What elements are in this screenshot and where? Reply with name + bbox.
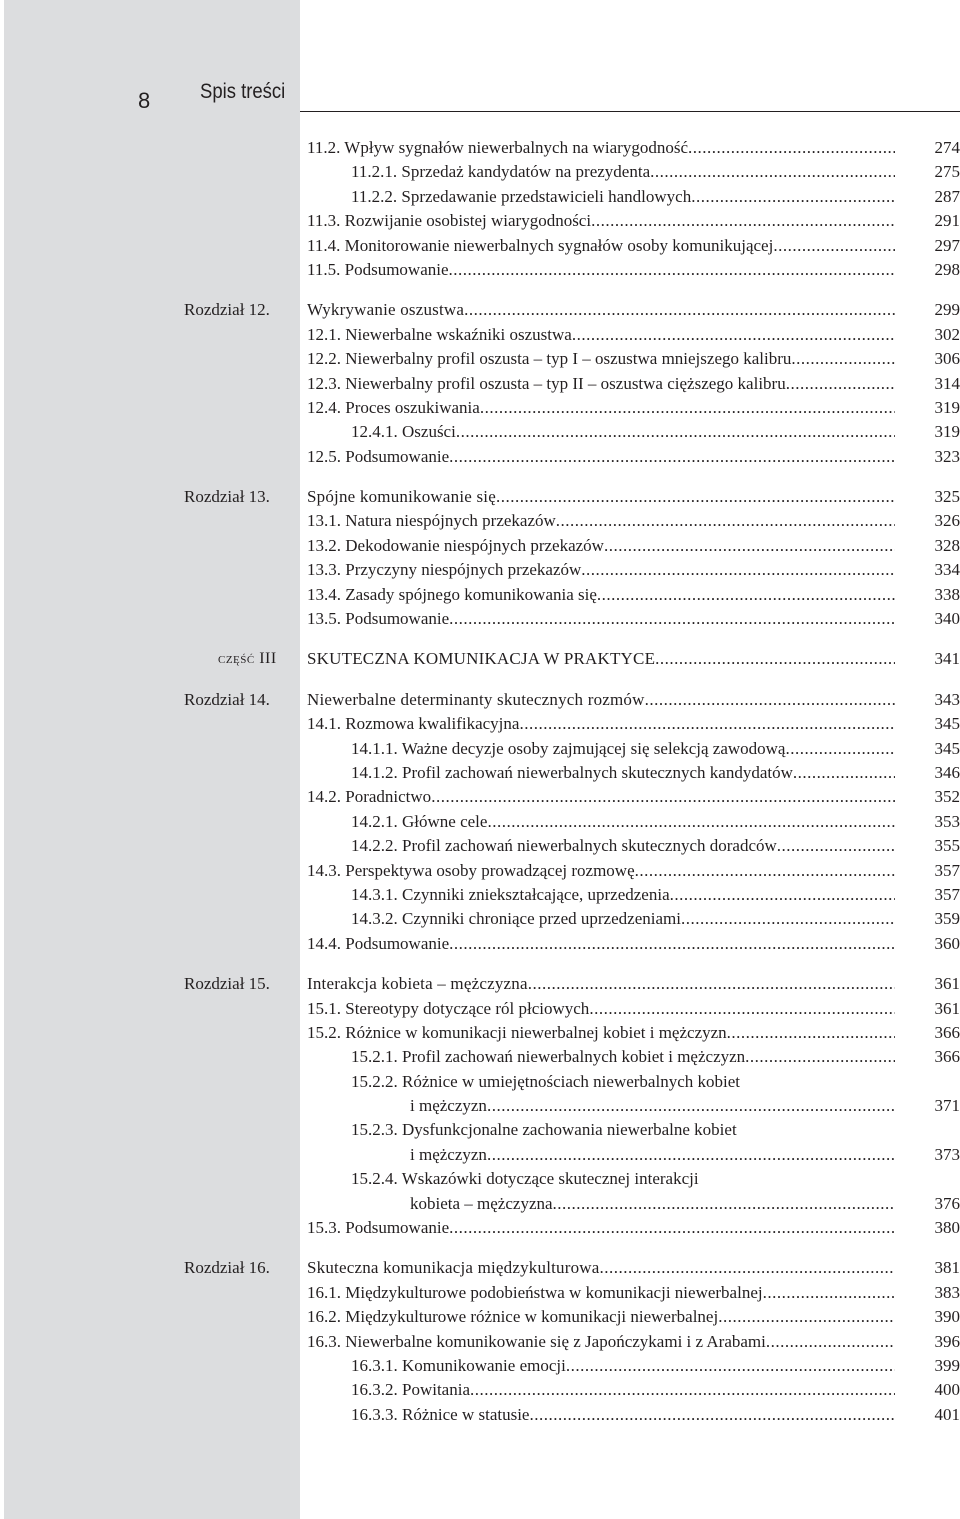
toc-row <box>0 1378 960 1402</box>
part-label: część III <box>218 650 277 668</box>
page-ref: 352 <box>934 787 960 807</box>
page-ref: 274 <box>934 138 960 157</box>
section-title <box>307 209 895 233</box>
toc-row <box>0 298 960 322</box>
entry-text: 14.3.2. Czynniki chroniące przed uprzedzeniami <box>351 909 681 929</box>
page-ref: 366 <box>934 1022 960 1042</box>
section-title <box>351 1354 895 1378</box>
entry-text: 13.2. Dekodowanie niespójnych przekazów <box>307 535 604 555</box>
section-title <box>307 785 895 809</box>
entry-text: 16.2. Międzykulturowe różnice w komunikacji niewerbalnej <box>307 1307 719 1327</box>
page-ref: 400 <box>934 1380 960 1400</box>
entry-text: 11.2. Wpływ sygnałów niewerbalnych na wiarygodność <box>307 138 688 157</box>
toc-row <box>0 810 960 834</box>
entry-text: 13.4. Zasady spójnego komunikowania się <box>307 584 597 604</box>
entry-text: 15.2.3. Dysfunkcjonalne zachowania niewerbalne kobiet <box>351 1120 737 1140</box>
section-title <box>307 1330 895 1354</box>
toc-row <box>0 834 960 858</box>
section-title <box>351 737 895 761</box>
entry-text: 14.3. Perspektywa osoby prowadzącej rozmowę <box>307 860 635 880</box>
section-title <box>307 712 895 736</box>
section-title <box>351 907 895 931</box>
entry-text: i mężczyzn <box>410 1144 487 1164</box>
toc-row <box>0 534 960 558</box>
chapter-title <box>307 688 895 712</box>
page-ref: 275 <box>934 162 960 182</box>
section-title <box>351 1403 895 1427</box>
section-title <box>351 1070 895 1094</box>
page-ref: 319 <box>934 397 960 417</box>
toc-row <box>0 1281 960 1305</box>
toc-row <box>0 1216 960 1240</box>
toc-row <box>0 1256 960 1280</box>
page-ref: 380 <box>934 1218 960 1238</box>
toc-row <box>0 1118 960 1142</box>
entry-text: 14.3.1. Czynniki zniekształcające, uprzedzenia <box>351 884 670 904</box>
toc-row <box>0 1403 960 1427</box>
entry-text: 12.3. Niewerbalny profil oszusta – typ II – oszustwa cięższego kalibru <box>307 373 786 393</box>
page-number: 8 <box>138 88 151 113</box>
toc-row <box>0 607 960 631</box>
section-title <box>307 583 895 607</box>
section-title <box>351 1045 895 1069</box>
toc-row <box>0 160 960 184</box>
section-title <box>307 607 895 631</box>
section-title <box>351 160 895 184</box>
page-ref: 338 <box>934 584 960 604</box>
chapter-label: Rozdział 16. <box>184 1258 270 1278</box>
header-rule <box>300 111 960 112</box>
page-ref: 340 <box>934 609 960 629</box>
entry-text: 16.3.3. Różnice w statusie <box>351 1404 530 1424</box>
page-ref: 291 <box>934 211 960 231</box>
toc-row <box>0 859 960 883</box>
entry-text: 16.3. Niewerbalne komunikowanie się z Japończykami i z Arabami <box>307 1331 766 1351</box>
page-ref: 366 <box>934 1047 960 1067</box>
entry-text: 13.3. Przyczyny niespójnych przekazów <box>307 560 582 580</box>
page-ref: 334 <box>934 560 960 580</box>
entry-text: 12.5. Podsumowanie <box>307 446 450 466</box>
entry-text: 16.1. Międzykulturowe podobieństwa w komunikacji niewerbalnej <box>307 1282 763 1302</box>
page-ref: 302 <box>934 324 960 344</box>
entry-text: 13.1. Natura niespójnych przekazów <box>307 511 556 531</box>
entry-text: 11.4. Monitorowanie niewerbalnych sygnałów osoby komunikującej <box>307 235 774 255</box>
section-title <box>307 509 895 533</box>
page-ref: 396 <box>934 1331 960 1351</box>
toc-row <box>0 396 960 420</box>
entry-text: 14.2.1. Główne cele <box>351 811 488 831</box>
entry-text: 12.4. Proces oszukiwania <box>307 397 480 417</box>
toc-row <box>0 1045 960 1069</box>
section-title <box>307 1216 895 1240</box>
entry-text: 14.1. Rozmowa kwalifikacyjna <box>307 714 520 734</box>
page-ref: 297 <box>934 235 960 255</box>
section-title <box>351 761 895 785</box>
chapter-title <box>307 298 895 322</box>
entry-text: 12.4.1. Oszuści <box>351 422 456 442</box>
toc-row <box>0 485 960 509</box>
toc-row <box>0 323 960 347</box>
page-ref: 357 <box>934 884 960 904</box>
toc-row <box>0 1070 960 1094</box>
entry-text: i mężczyzn <box>410 1096 487 1116</box>
section-title <box>307 558 895 582</box>
toc-row <box>0 1094 960 1118</box>
running-title: Spis treści <box>200 80 286 103</box>
entry-text: 11.5. Podsumowanie <box>307 259 449 279</box>
toc-row <box>0 1354 960 1378</box>
section-title <box>351 834 895 858</box>
page-ref: 328 <box>934 535 960 555</box>
section-title <box>307 1305 895 1329</box>
page-ref: 373 <box>934 1144 960 1164</box>
toc-row <box>0 785 960 809</box>
entry-text: 14.1.1. Ważne decyzje osoby zajmującej się selekcją zawodową <box>351 738 786 758</box>
entry-text: 12.2. Niewerbalny profil oszusta – typ I – oszustwa mniejszego kalibru <box>307 349 792 369</box>
section-title <box>307 534 895 558</box>
section-title <box>307 136 895 160</box>
chapter-title <box>307 1256 895 1280</box>
page-ref: 390 <box>934 1307 960 1327</box>
entry-text: Spójne komunikowanie się <box>307 487 496 507</box>
toc-row <box>0 234 960 258</box>
page-ref: 341 <box>934 649 960 669</box>
toc-row <box>0 209 960 233</box>
toc-row <box>0 347 960 371</box>
page-ref: 343 <box>934 689 960 709</box>
entry-text: 14.2. Poradnictwo <box>307 787 432 807</box>
entry-text: 15.2.1. Profil zachowań niewerbalnych kobiet i mężczyzn <box>351 1047 746 1067</box>
page-ref: 381 <box>934 1258 960 1278</box>
toc-row <box>0 972 960 996</box>
toc-row <box>0 647 960 671</box>
toc-row <box>0 445 960 469</box>
section-title <box>307 1281 895 1305</box>
entry-text: 14.2.2. Profil zachowań niewerbalnych skutecznych doradców <box>351 836 777 856</box>
page-ref: 319 <box>934 422 960 442</box>
page-ref: 383 <box>934 1282 960 1302</box>
entry-text: SKUTECZNA KOMUNIKACJA W PRAKTYCE <box>307 649 656 669</box>
toc-row <box>0 1192 960 1216</box>
section-title <box>351 420 895 444</box>
entry-text: Wykrywanie oszustwa <box>307 300 465 320</box>
page-ref: 360 <box>934 933 960 953</box>
section-title <box>351 883 895 907</box>
toc-row <box>0 372 960 396</box>
toc-row <box>0 258 960 282</box>
entry-text: 14.1.2. Profil zachowań niewerbalnych skutecznych kandydatów <box>351 762 793 782</box>
toc-row <box>0 712 960 736</box>
toc-row <box>0 688 960 712</box>
page-ref: 345 <box>934 714 960 734</box>
page-ref: 361 <box>934 974 960 994</box>
page-ref: 287 <box>934 186 960 206</box>
entry-text: 15.2.2. Różnice w umiejętnościach niewerbalnych kobiet <box>351 1071 740 1091</box>
entry-text: 11.2.1. Sprzedaż kandydatów na prezydenta <box>351 162 651 182</box>
chapter-label: Rozdział 12. <box>184 300 270 320</box>
section-title <box>307 859 895 883</box>
entry-text: 11.3. Rozwijanie osobistej wiarygodności <box>307 211 592 231</box>
section-title <box>307 234 895 258</box>
toc-row <box>0 420 960 444</box>
section-title <box>410 1143 895 1167</box>
page-ref: 355 <box>934 836 960 856</box>
toc-row <box>0 1021 960 1045</box>
toc-row <box>0 997 960 1021</box>
page-ref: 371 <box>934 1096 960 1116</box>
section-title <box>351 1167 895 1191</box>
section-title <box>307 1021 895 1045</box>
chapter-label: Rozdział 14. <box>184 689 270 709</box>
entry-text: Skuteczna komunikacja międzykulturowa <box>307 1258 600 1278</box>
page-ref: 376 <box>934 1193 960 1213</box>
toc-row <box>0 883 960 907</box>
page-ref: 361 <box>934 998 960 1018</box>
page-ref: 359 <box>934 909 960 929</box>
page-ref: 357 <box>934 860 960 880</box>
section-title <box>307 396 895 420</box>
entry-text: 15.2.4. Wskazówki dotyczące skutecznej interakcji <box>351 1169 699 1189</box>
entry-text: 16.3.1. Komunikowanie emocji <box>351 1355 566 1375</box>
section-title <box>351 1378 895 1402</box>
entry-text: Niewerbalne determinanty skutecznych rozmów <box>307 689 645 709</box>
entry-text: Interakcja kobieta – mężczyzna <box>307 974 528 994</box>
page-ref: 323 <box>934 446 960 466</box>
page-ref: 298 <box>934 259 960 279</box>
section-title <box>410 1094 895 1118</box>
section-title <box>351 1118 895 1142</box>
page-ref: 306 <box>934 349 960 369</box>
section-title <box>307 372 895 396</box>
entry-text: 14.4. Podsumowanie <box>307 933 450 953</box>
toc-row <box>0 1330 960 1354</box>
section-title <box>410 1192 895 1216</box>
toc-row <box>0 932 960 956</box>
toc-row <box>0 1143 960 1167</box>
section-title <box>351 185 895 209</box>
entry-text: 15.3. Podsumowanie <box>307 1218 450 1238</box>
entry-text: 11.2.2. Sprzedawanie przedstawicieli handlowych <box>351 186 692 206</box>
section-title <box>307 997 895 1021</box>
section-title <box>307 932 895 956</box>
page-ref: 401 <box>934 1404 960 1424</box>
section-title <box>307 347 895 371</box>
table-of-contents <box>0 136 960 1427</box>
entry-text: kobieta – mężczyzna <box>410 1193 553 1213</box>
toc-row <box>0 136 960 160</box>
page-ref: 346 <box>934 762 960 782</box>
page-ref: 399 <box>934 1355 960 1375</box>
page-ref: 326 <box>934 511 960 531</box>
toc-row <box>0 583 960 607</box>
toc-row <box>0 737 960 761</box>
section-title <box>307 445 895 469</box>
toc-row <box>0 1305 960 1329</box>
entry-text: 15.2. Różnice w komunikacji niewerbalnej kobiet i mężczyzn <box>307 1022 727 1042</box>
chapter-title <box>307 972 895 996</box>
page-ref: 353 <box>934 811 960 831</box>
chapter-label: Rozdział 13. <box>184 487 270 507</box>
page-ref: 314 <box>934 373 960 393</box>
toc-row <box>0 509 960 533</box>
toc-row <box>0 185 960 209</box>
toc-row <box>0 761 960 785</box>
page-ref: 325 <box>934 487 960 507</box>
entry-text: 13.5. Podsumowanie <box>307 609 450 629</box>
entry-text: 12.1. Niewerbalne wskaźniki oszustwa <box>307 324 572 344</box>
chapter-title <box>307 485 895 509</box>
chapter-label: Rozdział 15. <box>184 974 270 994</box>
section-title <box>307 323 895 347</box>
chapter-title <box>307 647 895 671</box>
page-ref: 345 <box>934 738 960 758</box>
page-ref: 299 <box>934 300 960 320</box>
toc-row <box>0 907 960 931</box>
entry-text: 16.3.2. Powitania <box>351 1380 470 1400</box>
section-title <box>351 810 895 834</box>
toc-row <box>0 558 960 582</box>
entry-text: 15.1. Stereotypy dotyczące ról płciowych <box>307 998 590 1018</box>
section-title <box>307 258 895 282</box>
toc-row <box>0 1167 960 1191</box>
